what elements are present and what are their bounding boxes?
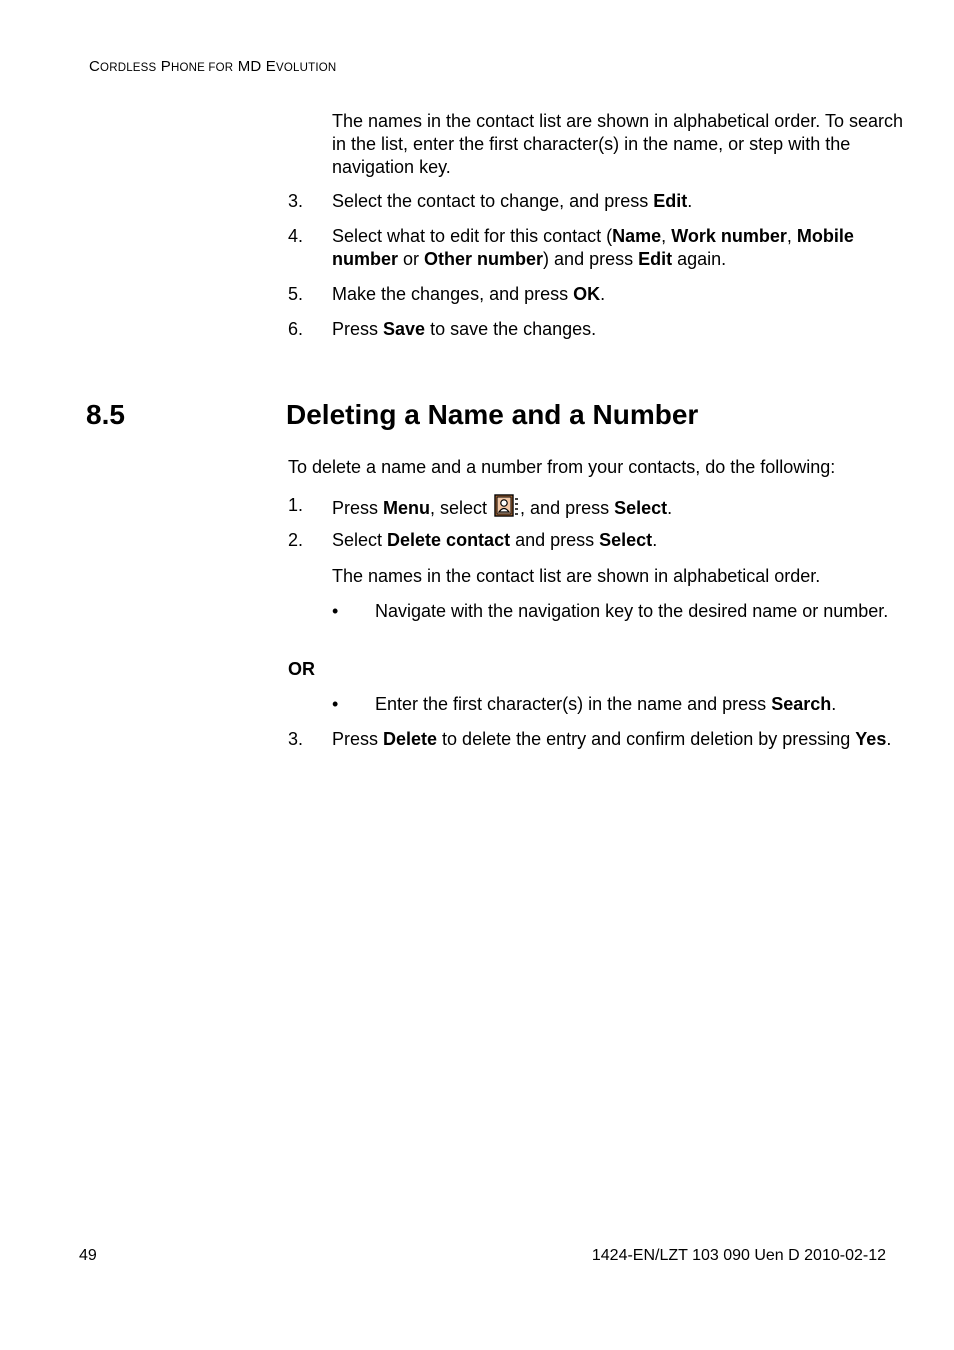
page-number: 49: [79, 1247, 97, 1264]
bullet: •: [332, 694, 339, 714]
contacts-icon: [493, 494, 519, 518]
step-text: Make the changes, and press OK.: [332, 284, 606, 304]
section-number: 8.5: [86, 399, 125, 430]
running-header: CORDLESS PHONE FOR MD EVOLUTION: [89, 58, 337, 75]
step-number: 4.: [288, 226, 304, 246]
step-number: 3.: [288, 191, 304, 211]
intro-paragraph: The names in the contact list are shown in alphabetical order. To search in the list, enter the first character(s) in the name, or step with the navigation key.: [332, 111, 903, 177]
step-number: 1.: [288, 495, 304, 515]
section-intro: To delete a name and a number from your contacts, do the following:: [288, 457, 836, 477]
or-label: OR: [288, 659, 315, 679]
bullet: •: [332, 601, 339, 621]
step-number: 2.: [288, 530, 304, 550]
step-text: Select the contact to change, and press Edit.: [332, 191, 693, 211]
step-number: 3.: [288, 729, 304, 749]
step-number: 6.: [288, 319, 304, 339]
step-text: Press Delete to delete the entry and confirm deletion by pressing Yes.: [332, 729, 892, 749]
bullet-text: Navigate with the navigation key to the desired name or number.: [375, 601, 889, 621]
step-text: Select what to edit for this contact (Name, Work number, Mobile number or Other number) and press Edit again.: [332, 226, 854, 269]
step-text: Press Save to save the changes.: [332, 319, 597, 339]
bullet-text: Enter the first character(s) in the name and press Search.: [375, 694, 837, 714]
step-text: Select Delete contact and press Select.: [332, 530, 658, 550]
document-id: 1424-EN/LZT 103 090 Uen D 2010-02-12: [591, 1247, 886, 1264]
step-number: 5.: [288, 284, 304, 304]
note-text: The names in the contact list are shown in alphabetical order.: [332, 566, 821, 586]
step-text: Press Menu, select , and press Select.: [332, 494, 904, 520]
section-title: Deleting a Name and a Number: [286, 399, 699, 430]
